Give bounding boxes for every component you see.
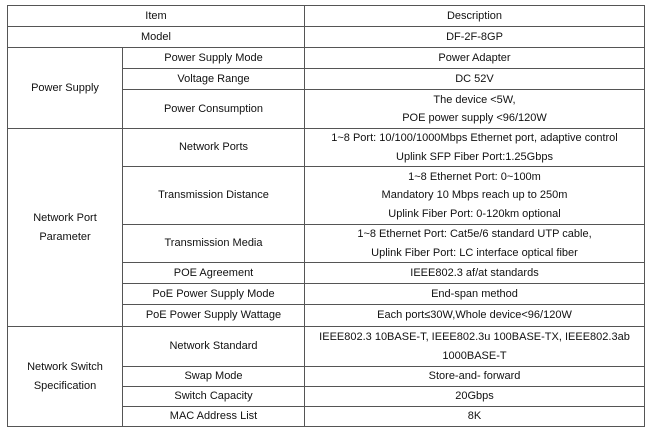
transmission-media-line: Uplink Fiber Port: LC interface optical fiber <box>371 246 578 259</box>
group-network-port <box>8 129 123 327</box>
voltage-range-value: DC 52V <box>305 69 645 90</box>
transmission-media-label: Transmission Media <box>123 225 305 263</box>
table-row <box>8 327 645 367</box>
poe-agreement-value: IEEE802.3 af/at standards <box>305 263 645 284</box>
poe-mode-label: PoE Power Supply Mode <box>123 284 305 305</box>
transmission-distance-line: Uplink Fiber Port: 0-120km optional <box>388 207 561 220</box>
table-row <box>8 48 645 69</box>
poe-mode-value: End-span method <box>305 284 645 305</box>
spec-sheet <box>7 5 644 427</box>
spec-table <box>7 5 645 427</box>
mac-address-label: MAC Address List <box>123 407 305 427</box>
network-ports-line: 1~8 Port: 10/100/1000Mbps Ethernet port, adaptive control <box>331 132 618 144</box>
group-network-port-line: Parameter <box>39 230 91 243</box>
swap-mode-label: Swap Mode <box>123 367 305 387</box>
power-consumption-line: POE power supply <96/120W <box>402 112 547 124</box>
mac-address-value: 8K <box>305 407 645 427</box>
group-network-switch-line: Specification <box>33 379 97 392</box>
network-standard-line: 1000BASE-T <box>442 349 507 362</box>
group-network-switch-line: Network Switch <box>27 361 103 373</box>
voltage-range-label: Voltage Range <box>123 69 305 90</box>
network-ports-line: Uplink SFP Fiber Port:1.25Gbps <box>396 150 553 163</box>
poe-wattage-label: PoE Power Supply Wattage <box>123 305 305 327</box>
transmission-media-line: 1~8 Ethernet Port: Cat5e/6 standard UTP cable, <box>357 228 592 240</box>
transmission-distance-label: Transmission Distance <box>123 167 305 225</box>
power-consumption-value <box>305 90 645 129</box>
table-row <box>8 129 645 167</box>
header-description: Description <box>305 6 645 27</box>
transmission-distance-line: Mandatory 10 Mbps reach up to 250m <box>381 189 568 202</box>
transmission-distance-value <box>305 167 645 225</box>
group-power-supply: Power Supply <box>8 48 123 129</box>
network-standard-value <box>305 327 645 367</box>
header-row <box>8 6 645 27</box>
network-ports-value <box>305 129 645 167</box>
power-consumption-label: Power Consumption <box>123 90 305 129</box>
header-item: Item <box>8 6 305 27</box>
group-network-switch <box>8 327 123 427</box>
model-value: DF-2F-8GP <box>305 27 645 48</box>
power-supply-mode-label: Power Supply Mode <box>123 48 305 69</box>
table-row <box>8 27 645 48</box>
power-supply-mode-value: Power Adapter <box>305 48 645 69</box>
transmission-distance-line: 1~8 Ethernet Port: 0~100m <box>408 170 541 183</box>
model-label: Model <box>8 27 305 48</box>
group-network-port-line: Network Port <box>33 212 97 224</box>
switch-capacity-value: 20Gbps <box>305 387 645 407</box>
poe-agreement-label: POE Agreement <box>123 263 305 284</box>
network-standard-line: IEEE802.3 10BASE-T, IEEE802.3u 100BASE-TX, IEEE802.3ab <box>319 331 630 343</box>
transmission-media-value <box>305 225 645 263</box>
network-ports-label: Network Ports <box>123 129 305 167</box>
switch-capacity-label: Switch Capacity <box>123 387 305 407</box>
poe-wattage-value: Each port≤30W,Whole device<96/120W <box>305 305 645 327</box>
power-consumption-line: The device <5W, <box>433 93 516 106</box>
swap-mode-value: Store-and- forward <box>305 367 645 387</box>
network-standard-label: Network Standard <box>123 327 305 367</box>
